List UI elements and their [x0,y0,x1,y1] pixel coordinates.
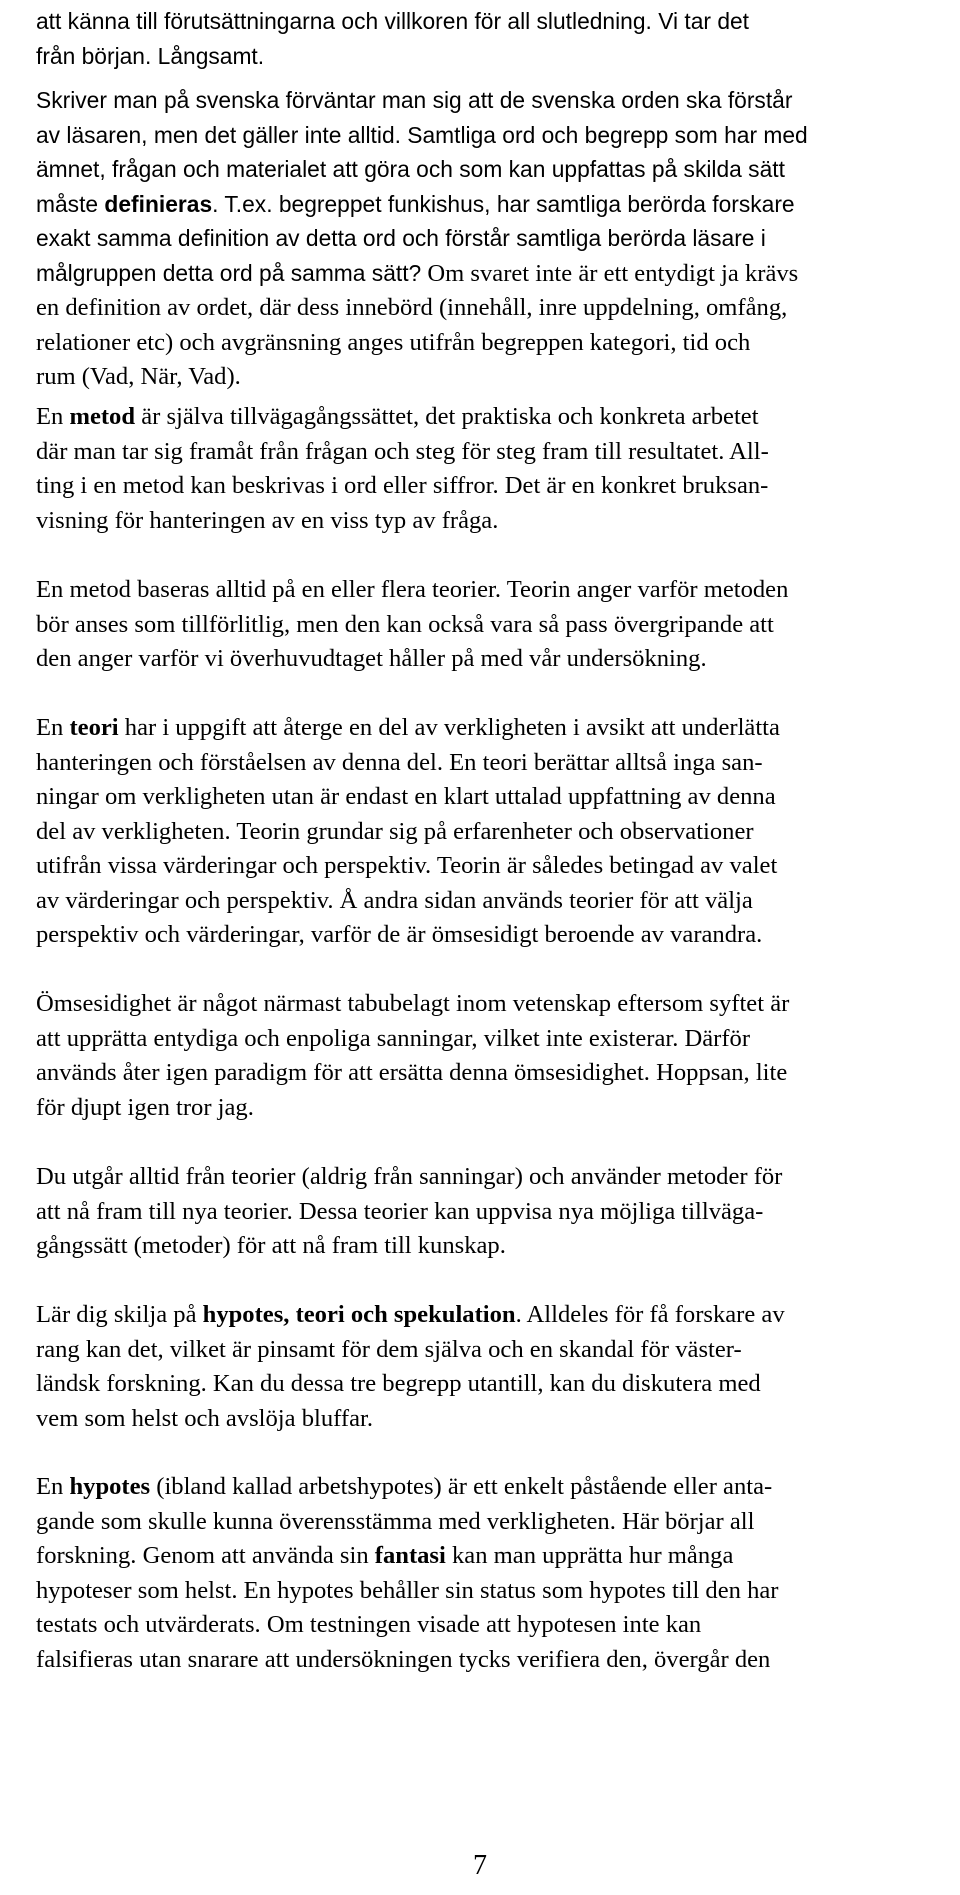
text-line [36,1298,941,1333]
text-span: vem som helst och avslöja bluffar. [36,1404,373,1432]
text-line [36,573,941,608]
text-span: bör anses som tillförlitlig, men den kan också vara så pass övergripande att [36,610,774,638]
text-line [36,608,941,643]
text-span: (ibland kallad arbetshypotes) är ett enkelt påstående eller anta- [150,1473,773,1500]
text-span: ländsk forskning. Kan du dessa tre begrepp utantill, kan du diskutera med [36,1370,761,1397]
text-span: ningar om verkligheten utan är endast en klart uttalad uppfattning av denna [36,783,776,810]
text-span: del av verkligheten. Teorin grundar sig på erfarenheter och observationer [36,817,754,845]
text-line [36,642,941,677]
text-line [36,326,941,361]
text-line [36,815,941,850]
text-line [36,1333,941,1368]
paragraph-method [36,400,941,538]
text-line [36,780,941,815]
text-line [36,1160,941,1195]
text-line [36,1091,941,1126]
text-span: gångssätt (metoder) för att nå fram till kunskap. [36,1232,506,1259]
text-line [36,884,941,919]
text-span: En metod baseras alltid på en eller flera teorier. Teorin anger varför metoden [36,576,789,603]
text-line [36,360,941,395]
text-line [36,469,941,504]
text-span: rum (Vad, När, Vad). [36,363,241,390]
bold-term-metod: metod [69,403,136,430]
text-span: Om svaret inte är ett entydigt ja krävs [421,259,799,287]
text-line [36,83,941,118]
paragraph-intro [36,4,941,73]
text-line [36,918,941,953]
text-line [36,711,941,746]
text-span: Skriver man på svenska förväntar man sig att de svenska orden ska förstår [36,87,793,113]
text-span: målgruppen detta ord på samma sätt? [36,259,422,286]
text-span: En [36,714,70,741]
text-span: av läsaren, men det gäller inte alltid. Samtliga ord och begrepp som har med [36,121,808,148]
text-span: rang kan det, vilket är pinsamt för dem själva och en skandal för väster- [36,1335,742,1363]
bold-term-teori: teori [69,714,119,741]
text-span: perspektiv och värderingar, varför de är ömsesidigt beroende av varandra. [36,921,763,948]
bold-term-fantasi: fantasi [374,1542,446,1569]
text-span: kan man upprätta hur många [445,1542,734,1569]
text-span: falsifieras utan snarare att undersökningen tycks verifiera den, övergår den [36,1645,771,1673]
text-line [36,746,941,781]
text-span: forskning. Genom att använda sin [36,1542,375,1569]
text-span: från början. Långsamt. [36,42,265,69]
bold-term-definieras: definieras [104,190,213,217]
paragraph-distinguish [36,1298,941,1436]
paragraph-hypothesis [36,1470,941,1677]
bold-term-hypotes-teori-spekulation: hypotes, teori och spekulation [202,1301,516,1328]
text-span: exakt samma definition av detta ord och förstår samtliga berörda läsare i [36,225,766,251]
text-line [36,256,941,292]
text-line [36,1367,941,1402]
text-line [36,1505,941,1540]
text-line [36,221,941,256]
text-span: måste [36,190,105,217]
text-span: av värderingar och perspektiv. Å andra sidan används teorier för att välja [36,886,753,914]
text-span: visning för hanteringen av en viss typ av fråga. [36,506,499,534]
text-span: Du utgår alltid från teorier (aldrig från sanningar) och använder metoder för [36,1163,783,1190]
text-span: Ömsesidighet är något närmast tabubelagt inom vetenskap eftersom syftet är [36,990,790,1017]
text-line [36,1643,941,1678]
text-span: är själva tillvägagångssättet, det praktiska och konkreta arbetet [135,403,759,430]
text-span: En [36,1473,70,1500]
text-line [36,400,941,435]
text-span: En [36,403,70,430]
text-span: den anger varför vi överhuvudtaget håller på med vår undersökning. [36,645,707,672]
text-line [36,187,941,222]
text-span: hanteringen och förståelsen av denna del. En teori berättar alltså inga san- [36,748,763,776]
text-line [36,504,941,539]
text-line [36,1056,941,1091]
text-line [36,1022,941,1057]
text-line [36,4,941,39]
text-line [36,39,941,74]
text-line [36,1574,941,1609]
text-line [36,1470,941,1505]
text-line [36,1229,941,1264]
paragraph-theory [36,711,941,953]
text-span: utifrån vissa värderingar och perspektiv. Teorin är således betingad av valet [36,852,778,879]
bold-term-hypotes: hypotes [69,1473,151,1500]
text-line [36,152,941,187]
text-line [36,1195,941,1230]
text-span: . T.ex. begreppet funkishus, har samtliga berörda forskare [212,190,795,217]
text-span: ting i en metod kan beskrivas i ord eller siffror. Det är en konkret bruksan- [36,472,769,499]
text-span: där man tar sig framåt från frågan och steg för steg fram till resultatet. All- [36,437,769,465]
text-line [36,849,941,884]
text-span: hypoteser som helst. En hypotes behåller sin status som hypotes till den har [36,1576,779,1604]
text-span: ämnet, frågan och materialet att göra och som kan uppfattas på skilda sätt [36,156,785,182]
text-line [36,1608,941,1643]
text-line [36,1402,941,1437]
text-span: en definition av ordet, där dess innebörd (innehåll, inre uppdelning, omfång, [36,294,788,321]
text-line [36,118,941,153]
text-span: testats och utvärderats. Om testningen visade att hypotesen inte kan [36,1611,702,1638]
paragraph-reciprocity [36,987,941,1125]
page-number: 7 [473,1850,487,1881]
text-line [36,435,941,470]
paragraph-method-theory [36,573,941,677]
text-span: gande som skulle kunna överensstämma med verkligheten. Här börjar all [36,1507,755,1535]
text-line [36,1539,941,1574]
text-span: har i uppgift att återge en del av verkligheten i avsikt att underlätta [118,714,780,741]
text-span: relationer etc) och avgränsning anges utifrån begreppen kategori, tid och [36,328,751,356]
text-span: för djupt igen tror jag. [36,1093,254,1121]
paragraph-definitions [36,83,941,395]
text-line [36,987,941,1022]
text-span: att nå fram till nya teorier. Dessa teorier kan uppvisa nya möjliga tillväga- [36,1197,764,1225]
text-span: Lär dig skilja på [36,1301,203,1328]
paragraph-theories-methods [36,1160,941,1264]
text-span: att känna till förutsättningarna och villkoren för all slutledning. Vi tar det [36,8,750,34]
text-span: används åter igen paradigm för att ersätta denna ömsesidighet. Hoppsan, lite [36,1059,788,1086]
text-span: att upprätta entydiga och enpoliga sanningar, vilket inte existerar. Därför [36,1024,751,1052]
text-span: . Alldeles för få forskare av [515,1301,785,1328]
text-line [36,291,941,326]
